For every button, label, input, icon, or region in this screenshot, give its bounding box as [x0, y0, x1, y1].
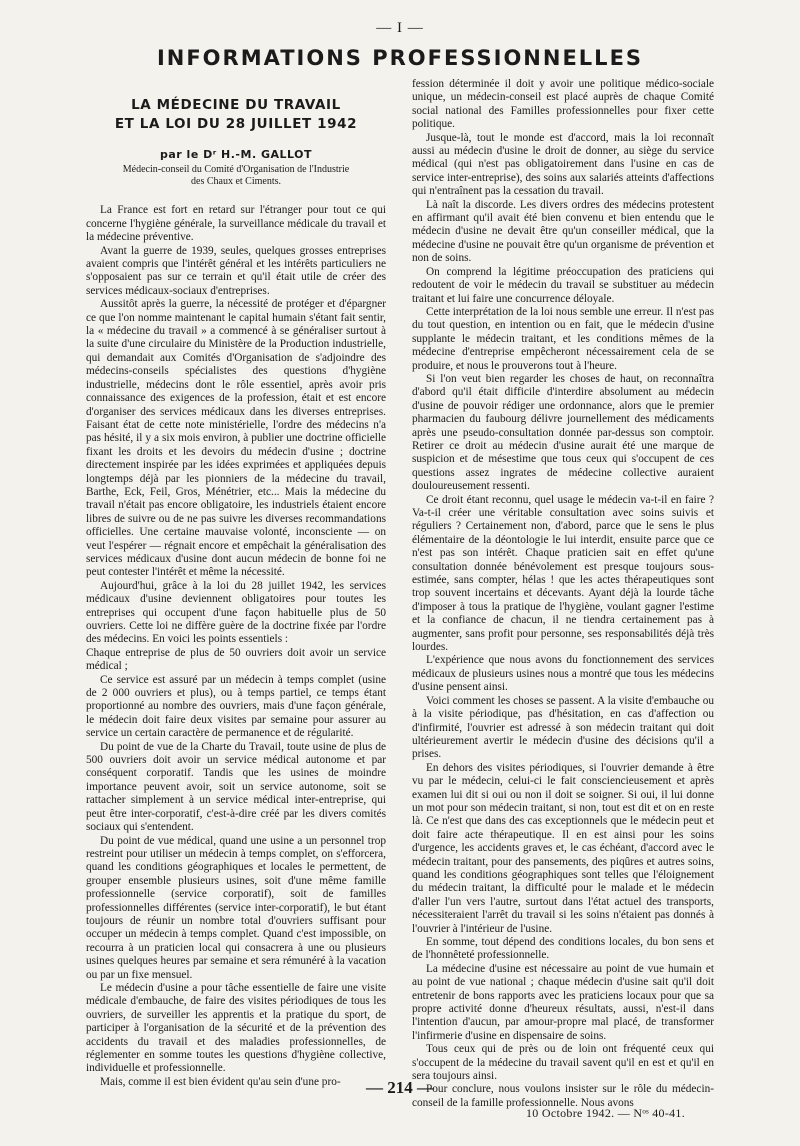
- paragraph: fession déterminée il doit y avoir une politique médico-sociale unique, un médecin-conseil est placé auprès de chaque Comité social national des Familles professionnelles pour fixer cette politique.: [412, 78, 714, 131]
- issue-date: 10 Octobre 1942. — Nᵒˢ 40-41.: [526, 1106, 686, 1120]
- paragraph: Là naît la discorde. Les divers ordres des médecins protestent en affirmant qu'il avait été bien convenu et bien entendu que le médecin d'usine ne devait être qu'un conseiller médical, que la médecine d'usine ne pouvait être qu'un organisme de prévention et non de soins.: [412, 198, 714, 265]
- article-title: [86, 96, 386, 134]
- author-affiliation: [86, 164, 386, 188]
- right-column: [412, 78, 714, 1110]
- page-number: — 214 —: [366, 1078, 434, 1097]
- paragraph: On comprend la légitime préoccupation des praticiens qui redoutent de voir le médecin du travail se substituer au médecin traitant et lui faire une concurrence déloyale.: [412, 265, 714, 305]
- paragraph: Aujourd'hui, grâce à la loi du 28 juillet 1942, les services médicaux d'usine deviennent obligatoires pour toutes les entreprises qui occupent d'une façon habituelle plus de 50 ouvriers. Cette loi ne diffère guère de la doctrine fixée par l'ordre des médecins. En voici les points essentiels :: [86, 579, 386, 646]
- paragraph: L'expérience que nous avons du fonctionnement des services médicaux de plusieurs usines nous a montré que tous les médecins d'usine pensent ainsi.: [412, 654, 714, 694]
- paragraph: En dehors des visites périodiques, si l'ouvrier demande à être vu par le médecin, celui-ci le fait consciencieusement et après examen lui dit si oui ou non il doit se soigner. Si oui, il lui donne un mot pour son médecin traitant, si non, tout est dit et on en reste là. Ce n'est que dans des cas exceptionnels que le médecin peut et doit faire acte thérapeutique. Il en est ainsi pour les soins d'urgence, les accidents graves et, le cas échéant, d'accord avec le médecin traitant, pour des pansements, des piqûres et autres soins, quand les conditions géographiques sont telles que l'éloignement du médecin traitant, la difficulté pour le malade et le médecin d'aller l'un vers l'autre, surtout dans l'état actuel des transports, nécessiteraient l'arrêt du travail si les soins n'étaient pas donnés à l'ouvrier à l'intérieur de l'usine.: [412, 761, 714, 935]
- paragraph: Le médecin d'usine a pour tâche essentielle de faire une visite médicale d'embauche, de faire des visites périodiques de tous les ouvriers, de surveiller les apprentis et la pratique du sport, de participer à l'organisation de la sécurité et de la prévention des accidents du travail et des maladies professionnelles, de réglementer en somme toutes les questions d'hygiène collective, individuelle et professionnelle.: [86, 981, 386, 1075]
- paragraph: Jusque-là, tout le monde est d'accord, mais la loi reconnaît aussi au médecin d'usine le droit de donner, au siège du service médical (qui n'est pas obligatoirement dans l'usine en cas de service inter-entreprise), des soins aux salariés atteints d'affections qui n'entraînent pas la cessation du travail.: [412, 131, 714, 198]
- paragraph: Chaque entreprise de plus de 50 ouvriers doit avoir un service médical ;: [86, 646, 386, 673]
- left-column: [86, 78, 386, 1089]
- article-title-line-2: ET LA LOI DU 28 JUILLET 1942: [114, 116, 358, 132]
- paragraph: Voici comment les choses se passent. A la visite d'embauche ou à la visite périodique, pas d'hésitation, en cas d'affection ou d'infirmité, l'ouvrier est adressé à son médecin traitant qui doit ultérieurement avertir le médecin d'usine des décisions qu'il a prises.: [412, 694, 714, 761]
- paragraph: La France est fort en retard sur l'étranger pour tout ce qui concerne l'hygiène générale, la surveillance médicale du travail et la médecine préventive.: [86, 204, 386, 244]
- paragraph: Avant la guerre de 1939, seules, quelques grosses entreprises avaient compris que l'intérêt général et les intérêts particuliers ne s'opposaient pas sur ce terrain et qu'il était utile de créer des services médicaux-sociaux d'entreprises.: [86, 244, 386, 297]
- paragraph: Pour conclure, nous voulons insister sur le rôle du médecin-conseil de la famille professionnelle. Nous avons: [412, 1083, 714, 1109]
- paragraph: Aussitôt après la guerre, la nécessité de protéger et d'épargner ce que l'on nomme maintenant le capital humain s'étant fait sentir, la « médecine du travail » a commencé à se généraliser surtout à la suite d'une circulaire du Ministère de la Production industrielle, qui demandait aux Comités d'Organisation de s'adjoindre des médecins-conseils spécialistes des questions d'hygiène industrielle, médecins dont le rôle essentiel, après avoir pris connaissance des exigences de la profession, était et est encore d'organiser des services médicaux dans les diverses entreprises. Faisant état de cette note ministérielle, l'ordre des médecins n'a pas hésité, il y a six mois environ, à publier une doctrine officielle fixant les droits et les devoirs du médecin d'usine ; doctrine directement inspirée par les idées exprimées et appliquées depuis longtemps déjà par les pionniers de la médecine du travail, Barthe, Eck, Feil, Gros, Ménétrier, etc... Mais la médecine du travail n'était pas encore obligatoire, les industriels étaient encore libres de suivre ou de ne pas suivre les diverses recommandations officielles. Une certaine mauvaise volonté, inconsciente — on veut l'espérer — régnait encore et empêchait la généralisation des services médicaux d'usine dont aucun médecin de bonne foi ne peut contester l'intérêt et même la nécessité.: [86, 298, 386, 579]
- section-title: INFORMATIONS PROFESSIONNELLES: [156, 46, 644, 70]
- paragraph: Cette interprétation de la loi nous semble une erreur. Il n'est pas du tout question, en intention ou en fait, que le médecin d'usine supplante le médecin traitant, et les conditions mêmes de la médecine d'entreprise empêcheront nécessairement cela de se produire, et nous le prouverons tout à l'heure.: [412, 305, 714, 372]
- paragraph: La médecine d'usine est nécessaire au point de vue humain et au point de vue national ; chaque médecin d'usine sait qu'il doit entretenir de bons rapports avec les praticiens locaux pour que sa propre activité donne d'heureux résultats, aussi, n'est-il dans l'intention d'aucun, par amour-propre mal placé, de transformer l'infirmerie d'usine en dispensaire de soins.: [412, 962, 714, 1042]
- affiliation-line-1: Médecin-conseil du Comité d'Organisation de l'Industrie: [122, 164, 350, 176]
- paragraph: En somme, tout dépend des conditions locales, du bon sens et de l'honnêteté professionnelle.: [412, 936, 714, 962]
- paragraph: Ce service est assuré par un médecin à temps complet (usine de 2 000 ouvriers et plus), ou à temps partiel, ce temps étant proportionné au nombre des ouvriers, mais d'une façon générale, le médecin doit faire deux visites par semaine pour assurer au service un certain caractère de permanence et de régularité.: [86, 673, 386, 740]
- affiliation-line-2: des Chaux et Ciments.: [191, 176, 281, 188]
- paragraph: Du point de vue de la Charte du Travail, toute usine de plus de 500 ouvriers doit avoir un service médical autonome et par conséquent corporatif. Tandis que les usines de moindre importance peuvent avoir, soit un service autonome, soit se rattacher simplement à un service médical inter-entreprise, qui peut être inter-corporatif, c'est-à-dire créé par les divers comités sociaux qui s'entendent.: [86, 740, 386, 834]
- author-byline: par le Dʳ H.-M. GALLOT: [160, 148, 312, 161]
- paragraph: Si l'on veut bien regarder les choses de haut, on reconnaîtra d'abord qu'il était difficile d'interdire absolument au médecin d'usine de pouvoir rédiger une ordonnance, alors que le premier pharmacien du faubourg délivre journellement des médicaments après une pseudo-consultation donnée par-dessus son comptoir. Retirer ce droit au médecin d'usine aurait été une marque de suspicion et de mésestime que tous ceux qui s'occupent de ces questions assez ingrates de médecine collective auraient douloureusement ressenti.: [412, 372, 714, 493]
- paragraph: Tous ceux qui de près ou de loin ont fréquenté ceux qui s'occupent de la médecine du travail savent qu'il en est et qu'il en sera toujours ainsi.: [412, 1043, 714, 1083]
- paragraph: Du point de vue médical, quand une usine a un personnel trop restreint pour utiliser un médecin à temps complet, on s'efforcera, quand les conditions géographiques et locales le permettent, de grouper ensemble plusieurs usines, soit d'une même famille professionnelle (service corporatif), soit de familles professionnelles différentes (service inter-corporatif), le but étant toujours de réunir un nombre total d'ouvriers suffisant pour occuper un médecin à temps complet. Quand c'est impossible, on recourra à un praticien local qui consacrera à une ou plusieurs usines quelques heures par semaine et sera rémunéré à la vacation ou par un fixe mensuel.: [86, 834, 386, 981]
- page-mark: — I —: [376, 20, 424, 36]
- article-title-line-1: LA MÉDECINE DU TRAVAIL: [131, 97, 341, 113]
- paragraph: Ce droit étant reconnu, quel usage le médecin va-t-il en faire ? Va-t-il créer une véritable consultation avec soins suivis et réguliers ? Certainement non, d'abord, parce que le sens le plus élémentaire de la déontologie le lui interdit, ensuite parce que ce n'est pas son intérêt. Chaque praticien sait en effet qu'une consultation donnée bénévolement est presque toujours sous-estimée, sans compter, hélas ! que les actes thérapeutiques sont trop souvent incertains et décevants. Ayant déjà la lourde tâche d'imposer à tous la pratique de l'hygiène, voulant gagner l'estime et la confiance de chacun, il ne tiendra certainement pas à augmenter, sans profit pour personne, ses responsabilités déjà très lourdes.: [412, 493, 714, 654]
- paragraph: Mais, comme il est bien évident qu'au sein d'une pro-: [100, 1075, 341, 1088]
